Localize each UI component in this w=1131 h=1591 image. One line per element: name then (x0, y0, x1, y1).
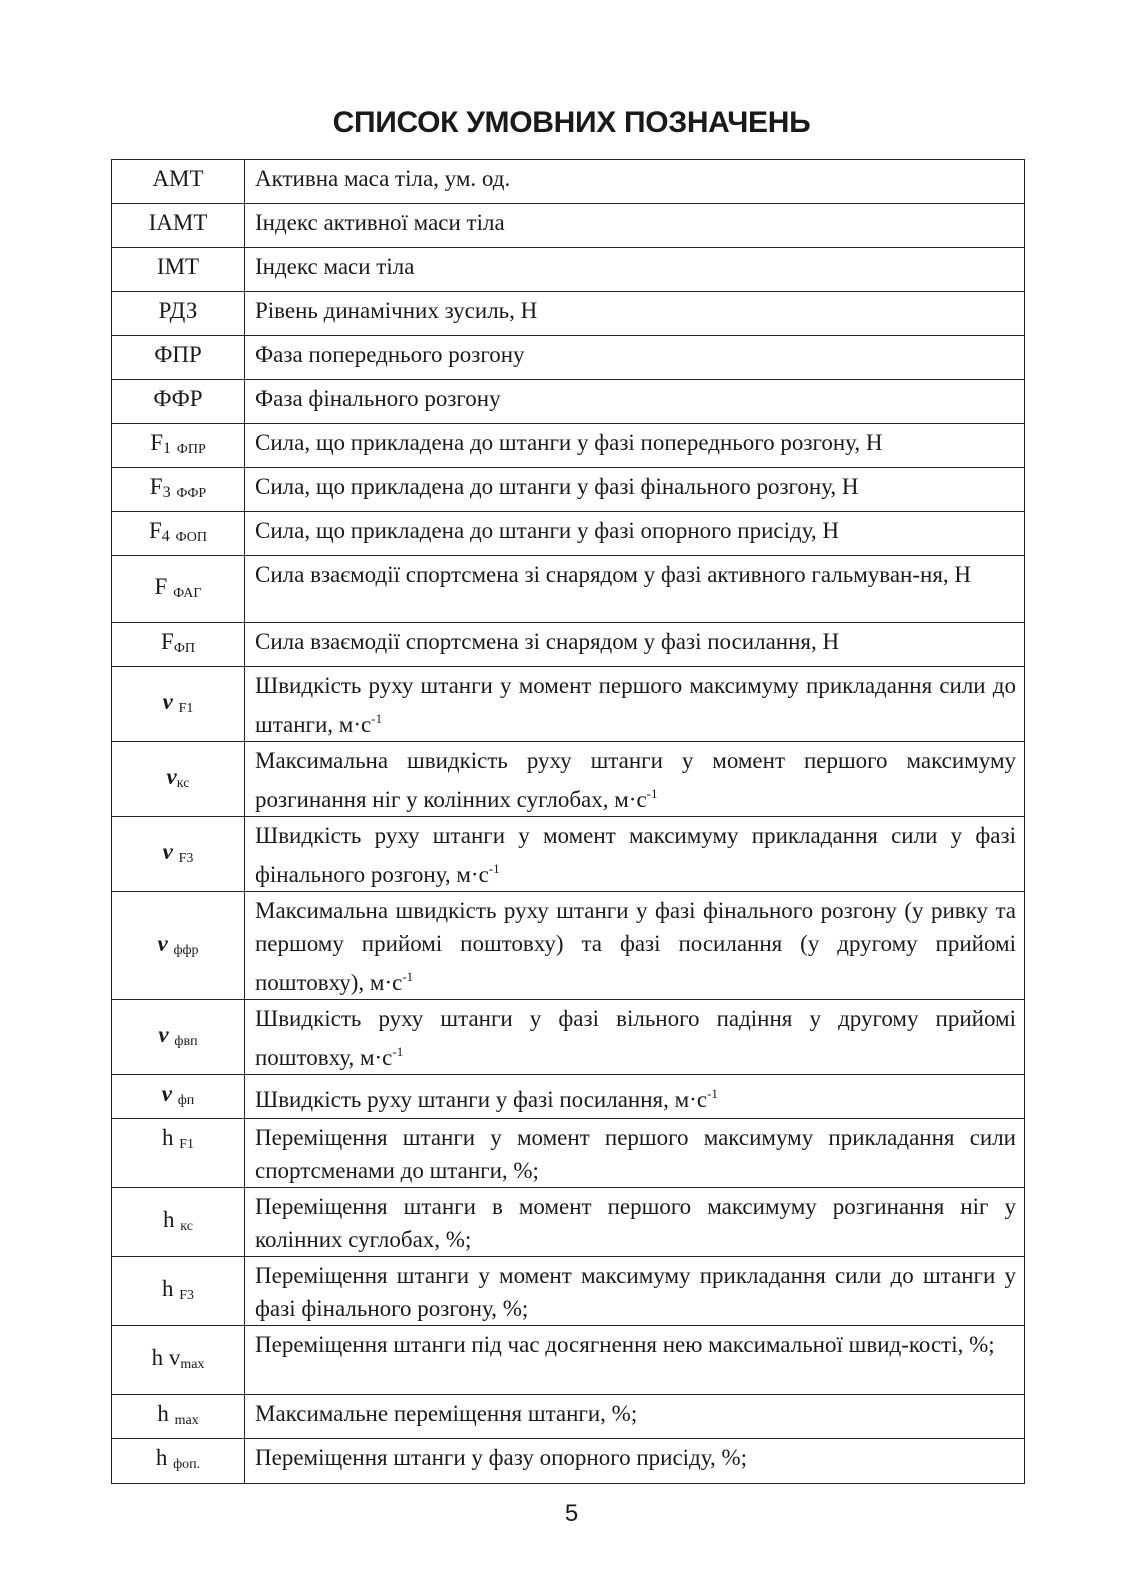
symbol-cell (112, 1326, 245, 1395)
table-row (112, 1439, 1025, 1484)
symbol-index: 1 (163, 440, 172, 457)
table-row (112, 248, 1025, 292)
table-row (112, 204, 1025, 248)
table-row (112, 892, 1025, 1000)
symbol-main: F (161, 629, 174, 654)
table-row (112, 424, 1025, 468)
table-row (112, 292, 1025, 336)
description-cell: Переміщення штанги у момент першого максимуму прикладання сили спортсменами до штанги, %; (245, 1119, 1025, 1188)
description-text: Максимальна швидкість руху штанги у фазі фінального розгону (у ривку та першому прийомі поштовху) та фазі посилання (у другому прийомі поштовху), м·с (255, 898, 1016, 995)
symbol-subscript: кс (180, 1219, 193, 1234)
symbol-cell (112, 160, 245, 204)
symbol-text: РДЗ (158, 298, 198, 323)
symbol-subscript: ФП (173, 641, 195, 656)
page-title: СПИСОК УМОВНИХ ПОЗНАЧЕНЬ (332, 106, 811, 139)
page-number: 5 (564, 1500, 579, 1527)
symbol-subscript: F1 (179, 1137, 195, 1152)
symbol-main: v (162, 689, 173, 714)
description-cell: Сила, що прикладена до штанги у фазі фінального розгону, Н (245, 468, 1025, 512)
symbol-index: 4 (161, 528, 170, 545)
table-row (112, 556, 1025, 623)
description-cell: Сила взаємодії спортсмена зі снарядом у фазі активного гальмуван-ня, Н (245, 556, 1025, 623)
symbol-cell (112, 204, 245, 248)
symbol-cell (112, 556, 245, 623)
table-row (112, 512, 1025, 556)
symbol-cell (112, 1188, 245, 1257)
table-row (112, 667, 1025, 742)
symbol-text: АМТ (152, 166, 204, 191)
symbol-subscript: ффр (173, 942, 199, 958)
description-text: Швидкість руху штанги у момент максимуму прикладання сили у фазі фінального розгону, м·с (255, 823, 1016, 887)
symbol-main: v (166, 764, 177, 789)
symbol-cell (112, 623, 245, 667)
symbol-subscript: ФАГ (173, 586, 202, 601)
table-row (112, 1188, 1025, 1257)
symbol-subscript: ФПР (176, 442, 206, 457)
symbol-main: v (162, 839, 173, 864)
description-text: Швидкість руху штанги у момент першого максимуму прикладання сили до штанги, м·с (255, 673, 1016, 737)
symbol-text: ФПР (154, 342, 202, 367)
description-cell: Сила, що прикладена до штанги у фазі попереднього розгону, Н (245, 424, 1025, 468)
symbol-cell (112, 468, 245, 512)
description-cell: Фаза фінального розгону (245, 380, 1025, 424)
description-text: Максимальна швидкість руху штанги у момент першого максимуму розгинання ніг у колінних суглобах, м·с (255, 748, 1016, 812)
symbol-cell (112, 1000, 245, 1075)
symbol-text: ІАМТ (148, 210, 208, 235)
description-cell: Активна маса тіла, ум. од. (245, 160, 1025, 204)
symbol-main: F (154, 574, 168, 599)
description-cell (245, 667, 1025, 742)
description-cell: Сила, що прикладена до штанги у фазі опорного присіду, Н (245, 512, 1025, 556)
symbol-subscript: F3 (178, 851, 194, 866)
symbol-index: 3 (162, 484, 171, 501)
symbol-cell (112, 248, 245, 292)
description-cell: Переміщення штанги під час досягнення нею максимальної швид-кості, %; (245, 1326, 1025, 1395)
symbol-cell (112, 892, 245, 1000)
description-cell: Переміщення штанги у момент максимуму прикладання сили до штанги у фазі фінального розгону, %; (245, 1257, 1025, 1326)
symbol-subscript: ФОП (175, 530, 207, 545)
table-row (112, 468, 1025, 512)
description-cell (245, 1075, 1025, 1119)
symbol-main: v (161, 1081, 172, 1106)
symbol-text: ФФР (153, 386, 203, 411)
table-row (112, 1000, 1025, 1075)
symbol-main: F (149, 518, 162, 543)
abbreviations-table (111, 159, 1025, 1484)
description-cell: Максимальне переміщення штанги, %; (245, 1395, 1025, 1439)
symbol-subscript: ФФР (176, 486, 207, 501)
symbol-main: h (161, 1276, 174, 1301)
description-cell (245, 817, 1025, 892)
symbol-cell (112, 1075, 245, 1119)
symbol-subscript: фвп (174, 1034, 198, 1049)
description-cell (245, 742, 1025, 817)
symbol-main: h (163, 1207, 175, 1232)
unit-exponent: -1 (707, 1086, 718, 1101)
symbol-cell (112, 1395, 245, 1439)
symbol-subscript: фп (177, 1093, 195, 1108)
symbol-subscript: F1 (178, 701, 194, 716)
table-row (112, 380, 1025, 424)
symbol-main: v (158, 1022, 169, 1047)
description-cell: Переміщення штанги у фазу опорного присіду, %; (245, 1439, 1025, 1484)
table-row (112, 623, 1025, 667)
symbol-cell (112, 1439, 245, 1484)
description-cell: Сила взаємодії спортсмена зі снарядом у фазі посилання, Н (245, 623, 1025, 667)
table-row (112, 1257, 1025, 1326)
description-cell: Фаза попереднього розгону (245, 336, 1025, 380)
symbol-main: F (149, 474, 163, 499)
symbol-main: v (157, 930, 168, 956)
table-row (112, 1075, 1025, 1119)
symbol-main: F (150, 430, 164, 455)
symbol-main: h (155, 1445, 168, 1470)
description-cell: Індекс активної маси тіла (245, 204, 1025, 248)
description-cell: Рівень динамічних зусиль, Н (245, 292, 1025, 336)
symbol-main: h (157, 1401, 169, 1426)
table-row (112, 742, 1025, 817)
symbol-cell (112, 817, 245, 892)
unit-exponent: -1 (402, 969, 414, 984)
symbol-cell (112, 667, 245, 742)
symbol-cell (112, 742, 245, 817)
description-cell: Переміщення штанги в момент першого максимуму розгинання ніг у колінних суглобах, %; (245, 1188, 1025, 1257)
symbol-cell (112, 512, 245, 556)
table-row (112, 160, 1025, 204)
symbol-cell (112, 1257, 245, 1326)
table-row (112, 1326, 1025, 1395)
description-cell (245, 892, 1025, 1000)
table-row (112, 336, 1025, 380)
unit-exponent: -1 (488, 861, 500, 876)
symbol-main: h (161, 1125, 174, 1150)
symbol-subscript: фоп. (173, 1457, 201, 1472)
unit-exponent: -1 (392, 1044, 404, 1059)
unit-exponent: -1 (371, 711, 383, 726)
description-cell: Індекс маси тіла (245, 248, 1025, 292)
table-row (112, 817, 1025, 892)
symbol-text: ІМТ (156, 254, 200, 279)
symbol-subscript: F3 (179, 1288, 195, 1303)
symbol-cell (112, 1119, 245, 1188)
symbol-subscript: max (180, 1357, 205, 1372)
table-row (112, 1395, 1025, 1439)
description-text: Швидкість руху штанги у фазі посилання, м·с (255, 1087, 708, 1112)
unit-exponent: -1 (646, 786, 658, 801)
symbol-main: h v (151, 1345, 181, 1370)
symbol-subscript: кс (176, 776, 190, 791)
symbol-subscript: max (174, 1413, 199, 1428)
symbol-cell (112, 424, 245, 468)
symbol-cell (112, 380, 245, 424)
table-row (112, 1119, 1025, 1188)
symbol-cell (112, 292, 245, 336)
description-cell (245, 1000, 1025, 1075)
description-text: Швидкість руху штанги у фазі вільного падіння у другому прийомі поштовху, м·с (255, 1006, 1016, 1070)
symbol-cell (112, 336, 245, 380)
